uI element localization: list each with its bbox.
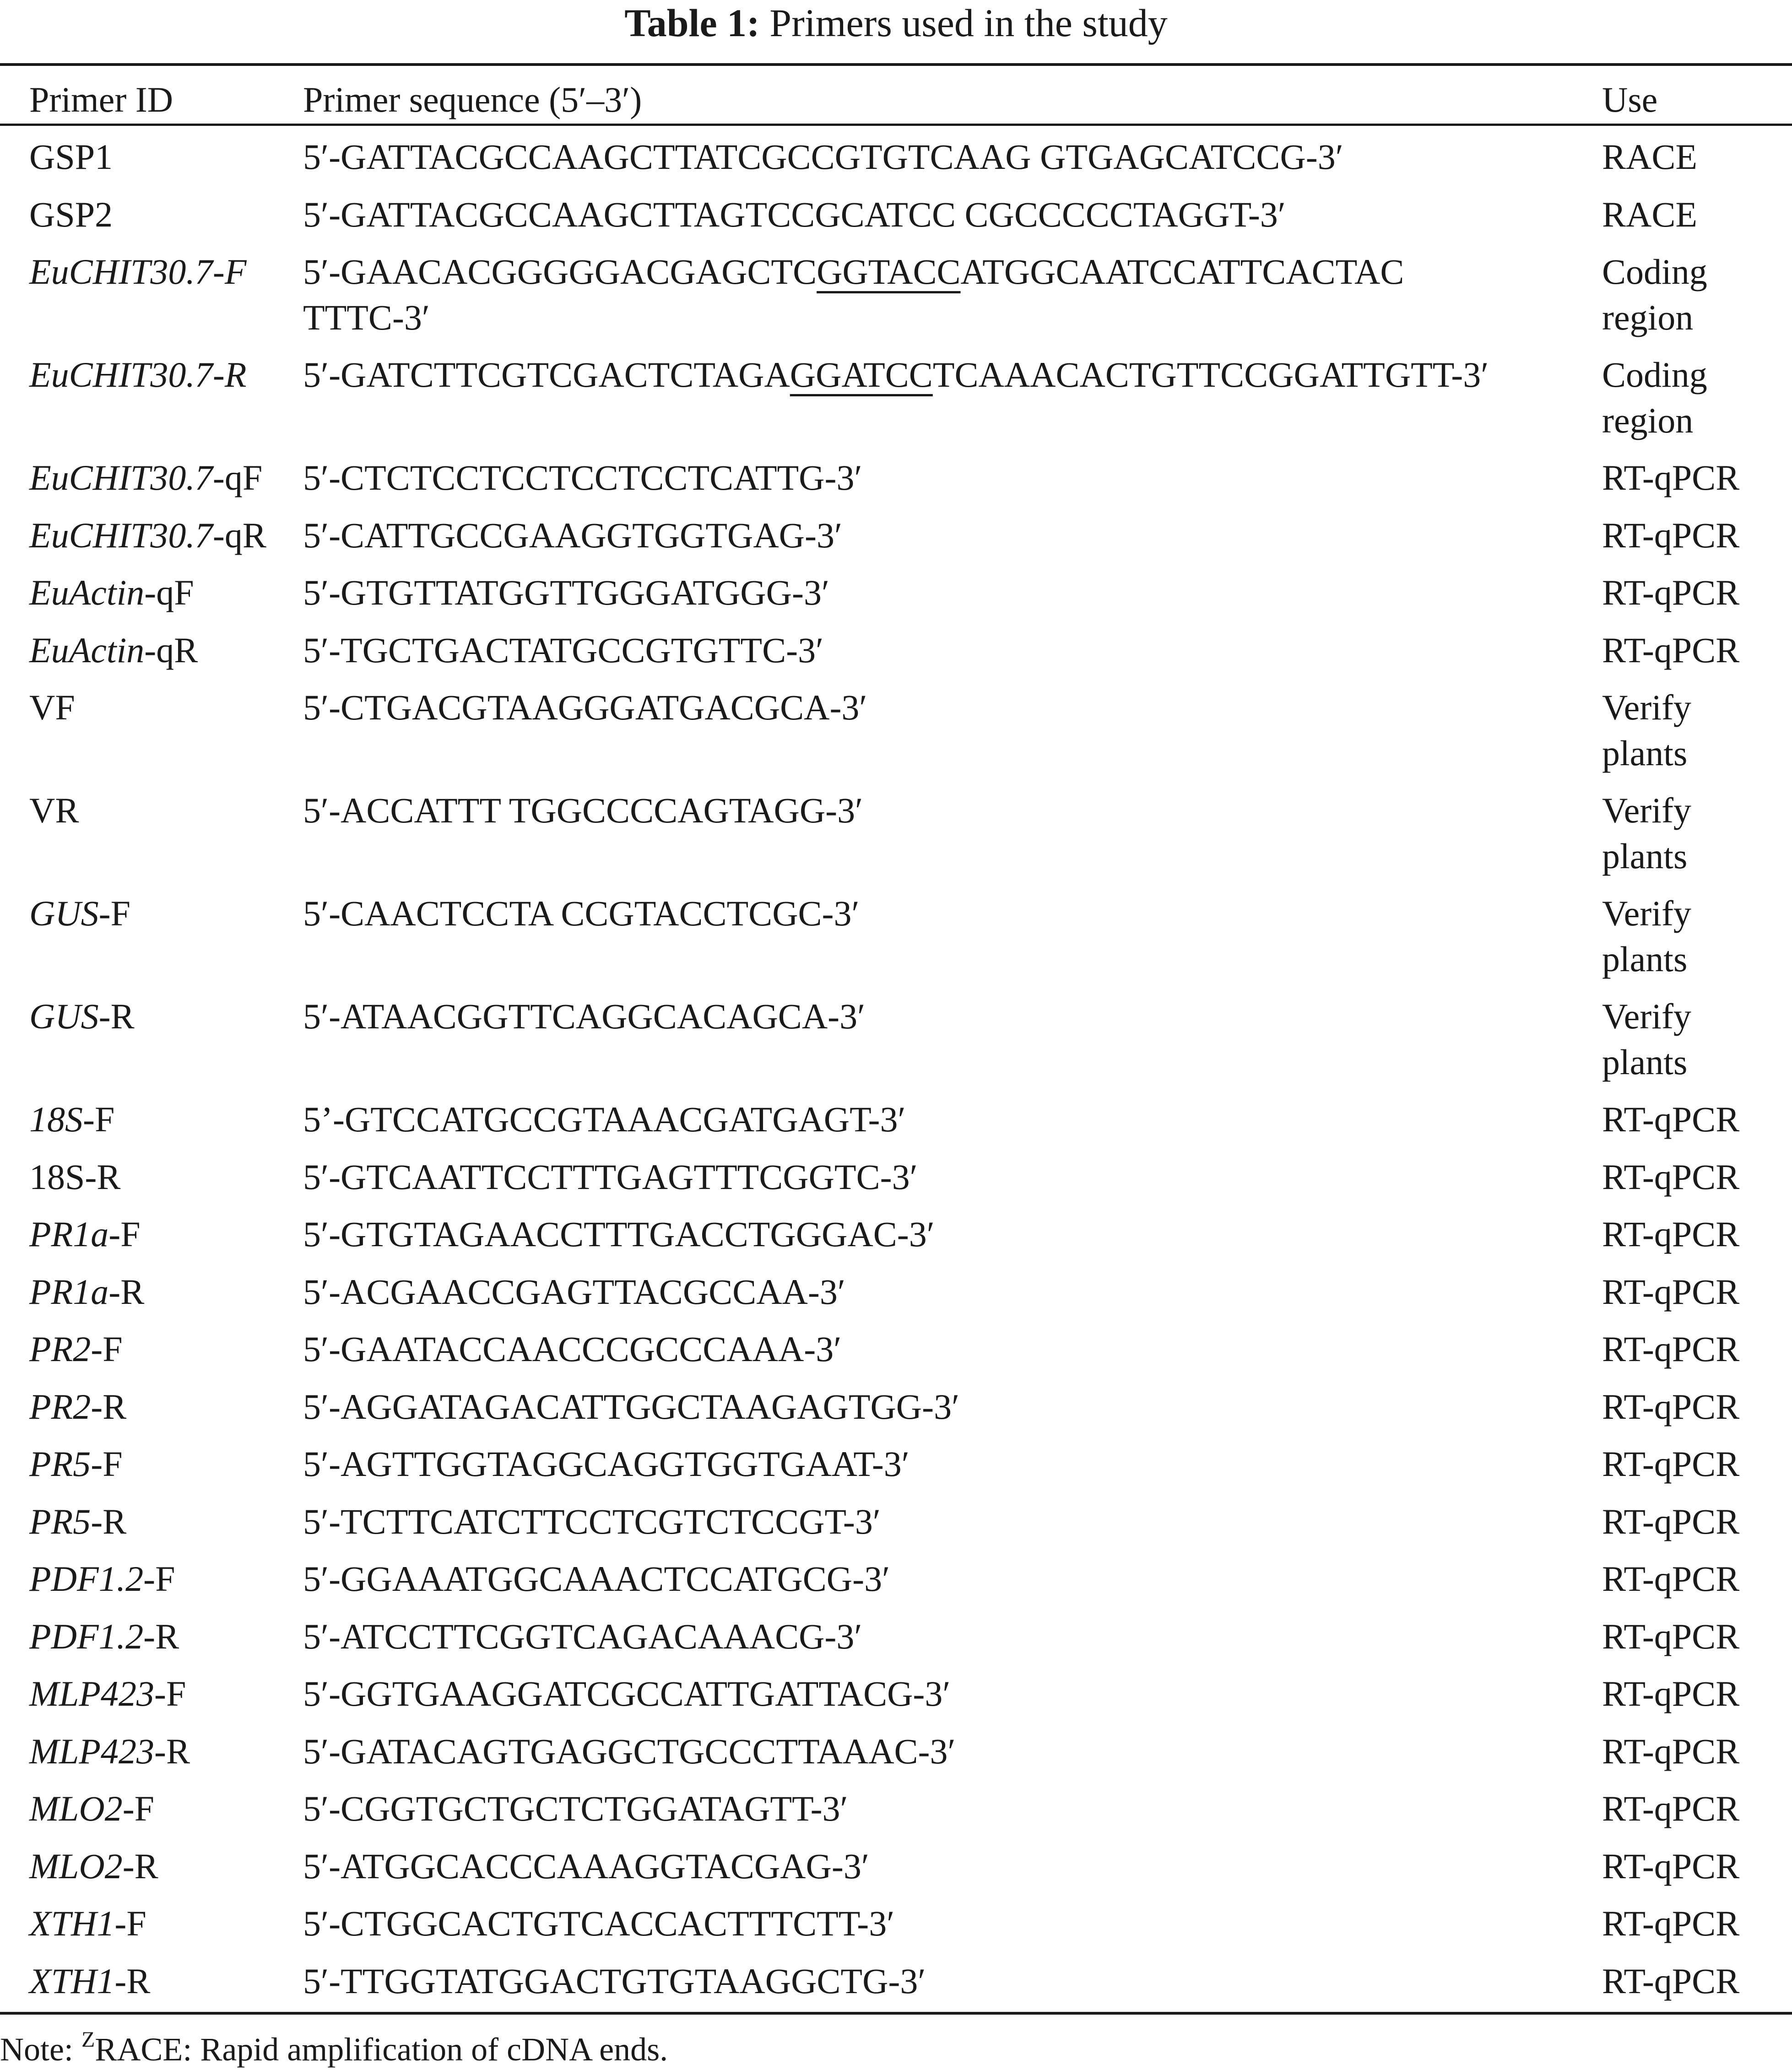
primer-id-cell bbox=[29, 570, 194, 616]
primer-id-text: VR bbox=[29, 790, 79, 830]
primer-sequence-text: TCAAACACTGTTCCGGATTGTT-3′ bbox=[932, 355, 1489, 395]
primer-id-cell bbox=[29, 455, 262, 501]
primer-sequence-cell bbox=[303, 513, 842, 558]
primer-sequence-cell bbox=[303, 1269, 845, 1315]
primer-id-text: -F bbox=[114, 1903, 146, 1943]
primer-id-cell bbox=[29, 1958, 150, 2004]
use-cell: RT-qPCR bbox=[1602, 515, 1740, 555]
primer-id-cell bbox=[29, 1843, 158, 1889]
use-cell: RT-qPCR bbox=[1602, 1731, 1740, 1771]
header-primer-sequence: Primer sequence (5′–3′) bbox=[303, 80, 642, 119]
primer-id-cell bbox=[29, 134, 113, 180]
primer-id-text: MLP423 bbox=[29, 1674, 154, 1713]
primer-id-text: EuCHIT30.7-F bbox=[29, 252, 247, 292]
primer-id-text: PR1a bbox=[29, 1214, 109, 1254]
note-prefix: Note: bbox=[0, 2031, 81, 2068]
use-cell: RT-qPCR bbox=[1602, 1329, 1740, 1369]
primer-id-cell bbox=[29, 994, 135, 1039]
primer-id-text: GSP2 bbox=[29, 194, 113, 234]
use-cell: RT-qPCR bbox=[1602, 1214, 1740, 1254]
primer-id-text: -F bbox=[98, 893, 131, 933]
primer-id-text: -F bbox=[91, 1329, 123, 1369]
primer-sequence-text: 5′-GTCAATTCCTTTGAGTTTCGGTC-3′ bbox=[303, 1157, 918, 1197]
primer-id-cell bbox=[29, 788, 79, 833]
primer-id-cell bbox=[29, 1614, 179, 1659]
primer-sequence-cell bbox=[303, 570, 829, 616]
header-primer-id: Primer ID bbox=[29, 80, 173, 119]
primer-sequence-cell bbox=[303, 1729, 956, 1774]
note-superscript: Z bbox=[81, 2027, 95, 2052]
primer-sequence-cell bbox=[303, 455, 862, 501]
primer-id-text: EuCHIT30.7-R bbox=[29, 355, 247, 395]
primer-id-cell bbox=[29, 192, 113, 238]
use-cell: RACE bbox=[1602, 194, 1698, 234]
primer-id-text: -R bbox=[143, 1616, 179, 1656]
primer-id-text: GUS bbox=[29, 893, 99, 933]
primer-id-cell bbox=[29, 1786, 154, 1832]
use-cell: Verify plants bbox=[1602, 687, 1691, 773]
primer-id-cell bbox=[29, 1154, 120, 1200]
primer-sequence-text: 5′-GAACACGGGGGACGAGCTC bbox=[303, 252, 817, 292]
primer-id-text: EuCHIT30.7 bbox=[29, 515, 213, 555]
primer-id-text: -F bbox=[91, 1444, 123, 1484]
primer-sequence-text: 5′-CGGTGCTGCTCTGGATAGTT-3′ bbox=[303, 1789, 848, 1828]
primer-id-text: -qR bbox=[212, 515, 266, 555]
primer-sequence-cell bbox=[303, 1154, 918, 1200]
primer-sequence-cell bbox=[303, 1843, 869, 1889]
primer-sequence-text: 5′-GATCTTCGTCGACTCTAGA bbox=[303, 355, 790, 395]
primer-sequence-text: 5′-AGTTGGTAGGCAGGTGGTGAAT-3′ bbox=[303, 1444, 910, 1484]
primer-sequence-text: 5’-GTCCATGCCGTAAACGATGAGT-3′ bbox=[303, 1099, 906, 1139]
primer-id-text: EuActin bbox=[29, 573, 145, 612]
primer-sequence-text: 5′-GATACAGTGAGGCTGCCCTTAAAC-3′ bbox=[303, 1731, 956, 1771]
use-cell: Coding region bbox=[1602, 355, 1707, 440]
primer-id-cell bbox=[29, 1729, 190, 1774]
primer-id-text: EuCHIT30.7 bbox=[29, 458, 213, 497]
header-rule bbox=[0, 124, 1792, 126]
primer-sequence-cell bbox=[303, 249, 1404, 340]
primer-id-text: -R bbox=[98, 996, 135, 1036]
use-cell: RT-qPCR bbox=[1602, 1559, 1740, 1599]
primer-id-cell bbox=[29, 685, 75, 730]
primer-sequence-text: 5′-TCTTCATCTTCCTCGTCTCCGT-3′ bbox=[303, 1501, 881, 1541]
use-cell: RT-qPCR bbox=[1602, 1157, 1740, 1197]
primer-id-text: MLO2 bbox=[29, 1846, 123, 1886]
use-cell: RT-qPCR bbox=[1602, 1903, 1740, 1943]
primer-sequence-cell bbox=[303, 1499, 881, 1545]
primer-id-text: -F bbox=[122, 1789, 155, 1828]
primer-id-cell bbox=[29, 1097, 114, 1142]
primer-sequence-text: 5′-GTGTAGAACCTTTGACCTGGGAC-3′ bbox=[303, 1214, 935, 1254]
use-cell: RT-qPCR bbox=[1602, 1674, 1740, 1713]
primer-sequence-text: TTTC-3′ bbox=[303, 297, 430, 337]
primer-sequence-text: 5′-CTCTCCTCCTCCTCCTCATTG-3′ bbox=[303, 458, 862, 497]
primer-id-cell bbox=[29, 513, 266, 558]
primer-id-cell bbox=[29, 1384, 126, 1430]
use-cell: Verify plants bbox=[1602, 996, 1691, 1082]
primer-id-text: -R bbox=[114, 1961, 151, 2001]
use-cell: RT-qPCR bbox=[1602, 1616, 1740, 1656]
use-cell: Verify plants bbox=[1602, 893, 1691, 979]
primer-sequence-cell bbox=[303, 1097, 906, 1142]
primer-sequence-text: 5′-GATTACGCCAAGCTTATCGCCGTGTCAAG GTGAGCATCCG-3′ bbox=[303, 137, 1343, 177]
primer-sequence-text: 5′-TTGGTATGGACTGTGTAAGGCTG-3′ bbox=[303, 1961, 926, 2001]
primer-sequence-cell bbox=[303, 627, 823, 673]
use-cell: RT-qPCR bbox=[1602, 630, 1740, 670]
primer-id-cell bbox=[29, 1499, 126, 1545]
primer-id-cell bbox=[29, 1556, 175, 1602]
note-text: RACE: Rapid amplification of cDNA ends. bbox=[95, 2031, 668, 2068]
primer-sequence-text: 5′-GGAAATGGCAAACTCCATGCG-3′ bbox=[303, 1559, 890, 1599]
primer-id-text: -F bbox=[83, 1099, 115, 1139]
use-cell: RT-qPCR bbox=[1602, 1099, 1740, 1139]
primer-id-cell bbox=[29, 891, 130, 936]
primer-sequence-text: ATGGCAATCCATTCACTAC bbox=[960, 252, 1404, 292]
primer-id-text: -qF bbox=[212, 458, 263, 497]
primer-id-text: -R bbox=[154, 1731, 190, 1771]
primer-id-text: -F bbox=[108, 1214, 141, 1254]
primer-sequence-cell bbox=[303, 994, 865, 1039]
use-cell: RT-qPCR bbox=[1602, 573, 1740, 612]
primer-id-text: GUS bbox=[29, 996, 99, 1036]
primer-id-cell bbox=[29, 1901, 146, 1946]
primer-id-cell bbox=[29, 352, 246, 398]
use-cell: RT-qPCR bbox=[1602, 1789, 1740, 1828]
header-use: Use bbox=[1602, 80, 1658, 119]
primer-id-text: PR2 bbox=[29, 1386, 91, 1427]
primer-sequence-cell bbox=[303, 1384, 959, 1430]
primer-id-cell bbox=[29, 1269, 144, 1315]
primer-id-cell bbox=[29, 627, 198, 673]
use-cell: RT-qPCR bbox=[1602, 1271, 1740, 1312]
primer-id-text: PR5 bbox=[29, 1444, 91, 1484]
primer-id-text: PR1a bbox=[29, 1271, 109, 1312]
primer-id-text: PR5 bbox=[29, 1501, 91, 1541]
primer-sequence-text: 5′-CTGGCACTGTCACCACTTTCTT-3′ bbox=[303, 1903, 895, 1943]
use-cell: Verify plants bbox=[1602, 790, 1691, 876]
primer-id-text: XTH1 bbox=[29, 1903, 115, 1943]
table-caption bbox=[0, 0, 1792, 46]
use-cell: RT-qPCR bbox=[1602, 1444, 1740, 1484]
primer-id-text: 18S-R bbox=[29, 1157, 121, 1197]
primer-sequence-cell bbox=[303, 1326, 841, 1372]
primer-sequence-text: 5′-ACGAACCGAGTTACGCCAA-3′ bbox=[303, 1271, 845, 1312]
table-caption-label: Table 1: bbox=[624, 1, 760, 45]
primer-id-text: PDF1.2 bbox=[29, 1559, 144, 1599]
primer-id-text: MLP423 bbox=[29, 1731, 154, 1771]
primer-sequence-cell bbox=[303, 788, 863, 833]
use-cell: RT-qPCR bbox=[1602, 1386, 1740, 1427]
primer-sequence-cell bbox=[303, 1614, 862, 1659]
primer-id-text: -R bbox=[108, 1271, 145, 1312]
primer-id-cell bbox=[29, 1671, 186, 1717]
primer-sequence-text: 5′-CAACTCCTA CCGTACCTCGC-3′ bbox=[303, 893, 860, 933]
restriction-site-text: GGTACC bbox=[817, 252, 961, 292]
primer-sequence-cell bbox=[303, 1556, 890, 1602]
primer-id-text: XTH1 bbox=[29, 1961, 115, 2001]
primer-id-text: -R bbox=[122, 1846, 158, 1886]
primer-sequence-text: 5′-ATCCTTCGGTCAGACAAACG-3′ bbox=[303, 1616, 862, 1656]
primer-id-text: PDF1.2 bbox=[29, 1616, 144, 1656]
primer-id-text: -F bbox=[154, 1674, 186, 1713]
primer-id-text: -qF bbox=[144, 573, 194, 612]
primer-sequence-text: 5′-ATAACGGTTCAGGCACAGCA-3′ bbox=[303, 996, 866, 1036]
primer-sequence-text: 5′-CTGACGTAAGGGATGACGCA-3′ bbox=[303, 687, 867, 727]
primer-sequence-cell bbox=[303, 1958, 926, 2004]
primer-sequence-cell bbox=[303, 1901, 894, 1946]
table-note bbox=[0, 2019, 668, 2070]
primer-sequence-cell bbox=[303, 1786, 848, 1832]
primer-id-text: -F bbox=[143, 1559, 175, 1599]
primer-id-text: PR2 bbox=[29, 1329, 91, 1369]
primer-sequence-cell bbox=[303, 134, 1343, 180]
primer-sequence-cell bbox=[303, 685, 867, 730]
table-caption-text: Primers used in the study bbox=[769, 1, 1168, 45]
primer-id-text: EuActin bbox=[29, 630, 145, 670]
primer-id-text: -R bbox=[91, 1501, 127, 1541]
primer-sequence-text: 5′-TGCTGACTATGCCGTGTTC-3′ bbox=[303, 630, 824, 670]
primer-sequence-cell bbox=[303, 352, 1489, 398]
primer-sequence-cell bbox=[303, 1441, 910, 1487]
primer-id-cell bbox=[29, 1211, 141, 1257]
use-cell: RACE bbox=[1602, 137, 1698, 177]
primer-sequence-text: 5′-GGTGAAGGATCGCCATTGATTACG-3′ bbox=[303, 1674, 951, 1713]
primer-sequence-cell bbox=[303, 1211, 935, 1257]
primer-id-text: VF bbox=[29, 687, 75, 727]
primer-sequence-text: 5′-AGGATAGACATTGGCTAAGAGTGG-3′ bbox=[303, 1386, 960, 1427]
primer-sequence-text: 5′-GAATACCAACCCGCCCAAA-3′ bbox=[303, 1329, 842, 1369]
primer-sequence-text: 5′-GATTACGCCAAGCTTAGTCCGCATCC CGCCCCCTAGGT-3′ bbox=[303, 194, 1286, 234]
use-cell: RT-qPCR bbox=[1602, 1846, 1740, 1886]
use-cell: RT-qPCR bbox=[1602, 458, 1740, 497]
primer-id-cell bbox=[29, 1326, 123, 1372]
primer-sequence-text: 5′-CATTGCCGAAGGTGGTGAG-3′ bbox=[303, 515, 843, 555]
primer-sequence-text: 5′-ATGGCACCCAAAGGTACGAG-3′ bbox=[303, 1846, 869, 1886]
primer-sequence-cell bbox=[303, 192, 1286, 238]
primer-id-text: -R bbox=[91, 1386, 127, 1427]
primer-sequence-text: 5′-ACCATTT TGGCCCCAGTAGG-3′ bbox=[303, 790, 863, 830]
use-cell: RT-qPCR bbox=[1602, 1961, 1740, 2001]
restriction-site-text: GGATCC bbox=[790, 355, 933, 395]
primer-sequence-cell bbox=[303, 891, 860, 936]
top-rule bbox=[0, 63, 1792, 66]
bottom-rule bbox=[0, 2012, 1792, 2015]
primer-id-text: -qR bbox=[144, 630, 198, 670]
use-cell: Coding region bbox=[1602, 252, 1707, 337]
use-cell: RT-qPCR bbox=[1602, 1501, 1740, 1541]
primer-id-cell bbox=[29, 1441, 123, 1487]
primer-id-cell bbox=[29, 249, 246, 295]
primer-id-text: GSP1 bbox=[29, 137, 113, 177]
primer-sequence-text: 5′-GTGTTATGGTTGGGATGGG-3′ bbox=[303, 573, 830, 612]
primer-id-text: 18S bbox=[29, 1099, 83, 1139]
primer-id-text: MLO2 bbox=[29, 1789, 123, 1828]
primer-sequence-cell bbox=[303, 1671, 950, 1717]
